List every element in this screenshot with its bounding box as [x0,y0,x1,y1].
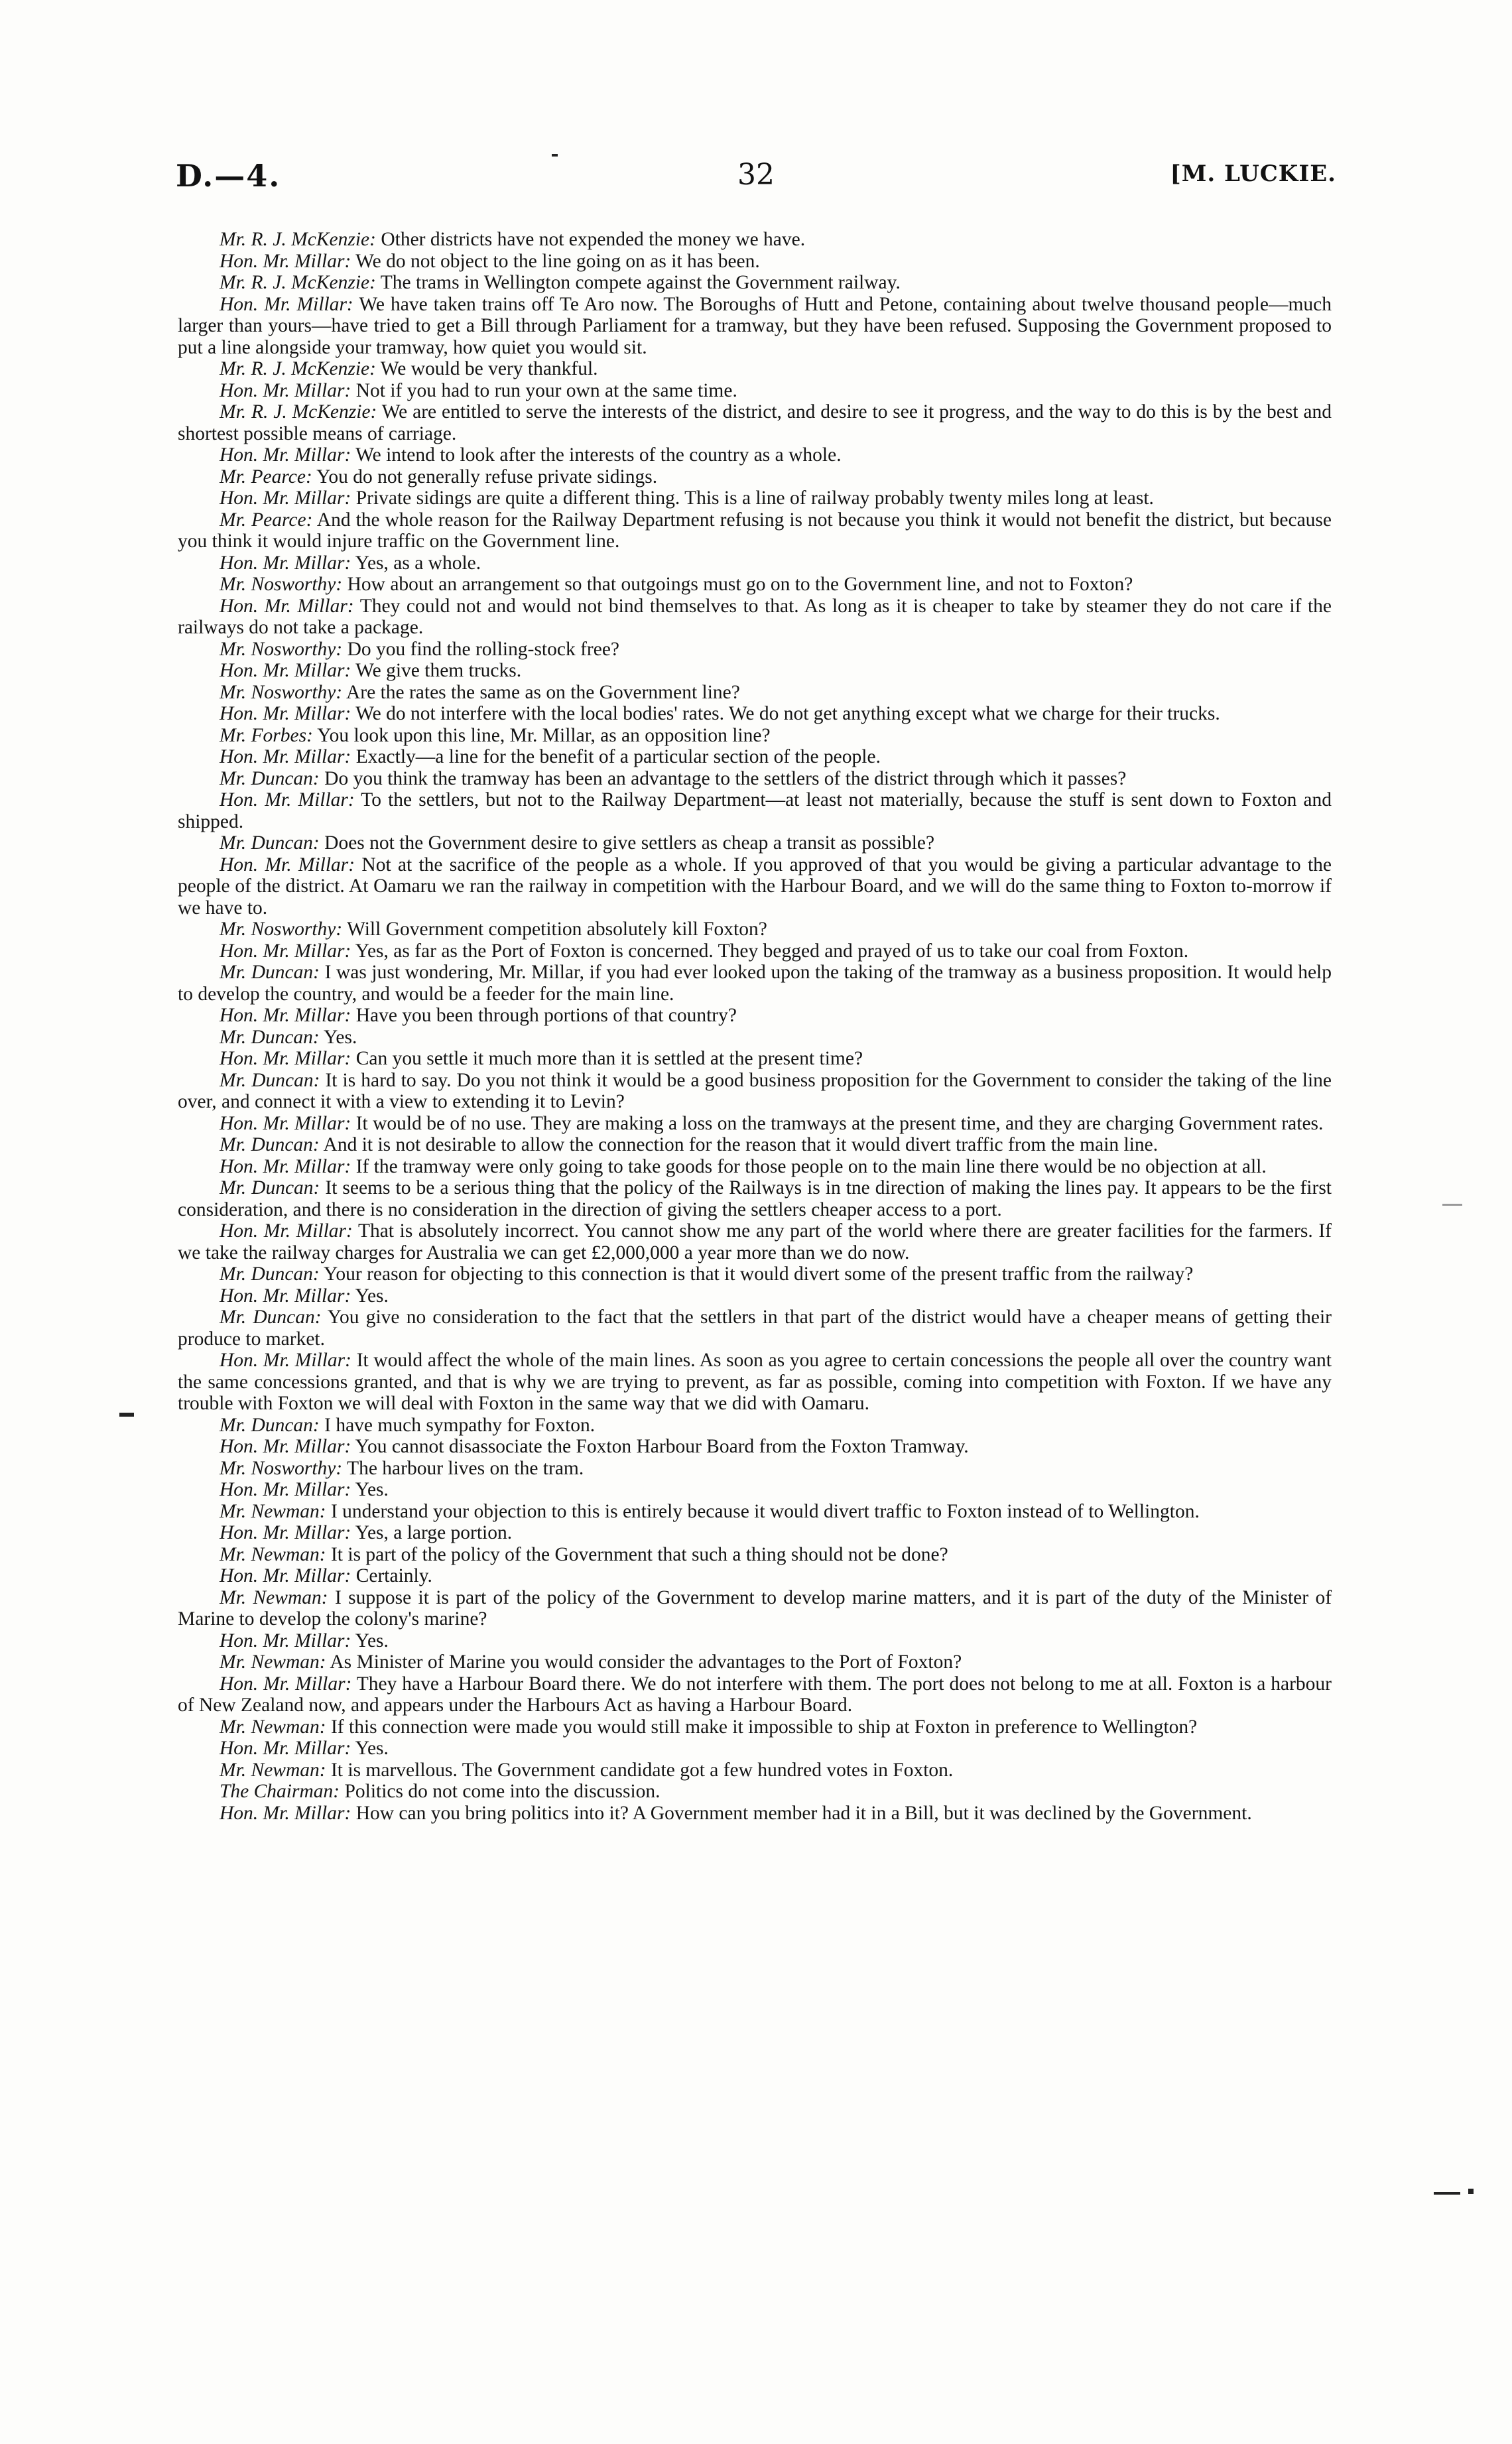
speech-text: It would be of no use. They are making a loss on the tramways at the present time, and they are charging Government rates. [355,1112,1324,1134]
transcript-paragraph [178,854,1332,919]
speech-text: The harbour lives on the tram. [347,1457,584,1479]
speaker-name: Mr. Newman: [220,1651,326,1673]
transcript-paragraph [178,294,1332,359]
speaker-name: Mr. Pearce: [220,509,313,531]
speech-text: Yes. [355,1630,389,1651]
speaker-name: Mr. Newman: [220,1586,328,1608]
transcript-paragraph [178,725,1332,747]
speaker-name: Hon. Mr. Millar: [220,789,355,810]
speaker-name: Mr. Pearce: [220,466,312,487]
speech-text: Not at the sacrifice of the people as a whole. If you approved of that you would be giving a particular advantage to the people of the district. At Oamaru we ran the railway in competition with the Harbour Board, and we will do the same thing to Foxton to-morrow if we have to. [178,854,1332,919]
transcript-paragraph [178,1156,1332,1178]
speaker-name: Hon. Mr. Millar: [220,595,354,617]
transcript-paragraph [178,962,1332,1005]
speaker-name: Hon. Mr. Millar: [220,250,351,272]
transcript-paragraph [178,1134,1332,1156]
speaker-name: Hon. Mr. Millar: [220,1350,351,1371]
speaker-name: Hon. Mr. Millar: [220,1738,351,1759]
document-reference: D.—4. [176,158,281,194]
speaker-name: Mr. Newman: [220,1759,326,1781]
transcript-paragraph [178,1479,1332,1501]
transcript-paragraph [178,639,1332,661]
transcript-paragraph [178,1630,1332,1652]
speaker-name: Mr. R. J. McKenzie: [220,272,376,293]
transcript-paragraph [178,1048,1332,1070]
speech-text: Certainly. [355,1565,432,1586]
speech-text: How about an arrangement so that outgoings must go on to the Government line, and not to Foxton? [347,574,1133,595]
speech-text: Yes. [355,1285,389,1307]
speaker-name: Hon. Mr. Millar: [220,1005,351,1026]
speech-text: They have a Harbour Board there. We do not interfere with them. The port does not belong to me at all. Foxton is a harbour of New Zealand now, and appears under the Harbours Act as having a Harbour Board. [178,1673,1332,1716]
transcript-paragraph [178,1651,1332,1673]
transcript-paragraph [178,1565,1332,1587]
transcript-paragraph [178,509,1332,552]
speaker-name: Hon. Mr. Millar: [220,379,351,401]
speaker-name: Mr. Duncan: [220,1307,322,1328]
speech-text: Politics do not come into the discussion. [344,1781,661,1802]
speech-text: I understand your objection to this is entirely because it would divert traffic to Foxton instead of to Wellington. [330,1500,1200,1522]
transcript-paragraph [178,1803,1332,1825]
speaker-name: Hon. Mr. Millar: [220,1285,351,1307]
speaker-name: Hon. Mr. Millar: [220,444,351,466]
speaker-name: Mr. Duncan: [220,1177,320,1198]
speaker-name: Hon. Mr. Millar: [220,854,355,875]
speaker-name: Hon. Mr. Millar: [220,293,353,315]
speaker-name: The Chairman: [220,1781,340,1802]
speech-text: Not if you had to run your own at the same time. [355,379,737,401]
speech-text: You cannot disassociate the Foxton Harbour Board from the Foxton Tramway. [355,1436,969,1457]
speaker-name: Hon. Mr. Millar: [220,660,351,681]
speaker-name: Hon. Mr. Millar: [220,1048,351,1069]
speaker-name: Hon. Mr. Millar: [220,1220,353,1242]
transcript-paragraph [178,1760,1332,1781]
transcript-paragraph [178,487,1332,509]
speech-text: You do not generally refuse private sidings. [316,466,658,487]
speaker-name: Mr. Newman: [220,1500,326,1522]
speech-text: We do not interfere with the local bodies' rates. We do not get anything except what we charge for their trucks. [355,703,1220,724]
speaker-name: Mr. Nosworthy: [220,1457,343,1479]
speaker-name: Mr. Duncan: [220,1414,320,1436]
transcript-paragraph [178,251,1332,273]
scan-speck [119,1413,134,1417]
speech-text: You look upon this line, Mr. Millar, as an opposition line? [317,724,771,746]
speaker-name: Mr. R. J. McKenzie: [220,229,376,250]
speech-text: It is hard to say. Do you not think it would be a good business proposition for the Government to consider the taking of the line over, and connect it with a view to extending it to Levin? [178,1069,1332,1112]
speech-text: And it is not desirable to allow the connection for the reason that it would divert traffic from the main line. [323,1134,1159,1155]
transcript-paragraph [178,1307,1332,1350]
scan-speck [1442,1204,1462,1206]
transcript-paragraph [178,940,1332,962]
transcript-paragraph [178,466,1332,488]
transcript-paragraph [178,832,1332,854]
speaker-name: Hon. Mr. Millar: [220,1522,351,1543]
witness-name: [M. LUCKIE. [1170,161,1336,187]
transcript-paragraph [178,1027,1332,1049]
speech-text: We would be very thankful. [380,358,598,379]
speaker-name: Mr. Duncan: [220,1069,320,1091]
speech-text: Yes. [355,1479,389,1500]
speaker-name: Mr. Nosworthy: [220,574,343,595]
speech-text: Yes. [355,1738,389,1759]
speech-text: Do you think the tramway has been an advantage to the settlers of the district through which it passes? [324,767,1127,789]
speaker-name: Hon. Mr. Millar: [220,746,351,767]
speaker-name: Hon. Mr. Millar: [220,940,351,962]
speaker-name: Hon. Mr. Millar: [220,1155,351,1177]
evidence-transcript [178,229,1332,1824]
speech-text: Have you been through portions of that country? [355,1005,737,1026]
speech-text: It is part of the policy of the Government that such a thing should not be done? [330,1543,948,1565]
speech-text: How can you bring politics into it? A Government member had it in a Bill, but it was declined by the Government. [355,1802,1252,1824]
speech-text: We do not object to the line going on as it has been. [355,250,760,272]
speech-text: Exactly—a line for the benefit of a particular section of the people. [355,746,881,767]
transcript-paragraph [178,1220,1332,1263]
speaker-name: Hon. Mr. Millar: [220,1630,351,1651]
speech-text: Will Government competition absolutely kill Foxton? [347,919,767,940]
transcript-paragraph [178,1587,1332,1630]
transcript-paragraph [178,1177,1332,1220]
speech-text: As Minister of Marine you would consider the advantages to the Port of Foxton? [330,1651,962,1673]
transcript-paragraph [178,358,1332,380]
speech-text: Your reason for objecting to this connection is that it would divert some of the present traffic from the railway? [324,1263,1194,1285]
transcript-paragraph [178,1673,1332,1716]
speech-text: That is absolutely incorrect. You cannot show me any part of the world where there are greater facilities for the farmers. If we take the railway charges for Australia we can get £2,000,000 a year more than we do now. [178,1220,1332,1263]
speaker-name: Hon. Mr. Millar: [220,1436,351,1457]
transcript-paragraph [178,660,1332,682]
speech-text: I suppose it is part of the policy of the Government to develop marine matters, and it is part of the duty of the Minister of Marine to develop the colony's marine? [178,1586,1332,1630]
speaker-name: Hon. Mr. Millar: [220,1479,351,1500]
speech-text: Are the rates the same as on the Government line? [346,681,740,703]
speaker-name: Hon. Mr. Millar: [220,552,351,574]
scan-speck [1468,2189,1474,2194]
speaker-name: Hon. Mr. Millar: [220,1565,351,1586]
transcript-paragraph [178,1716,1332,1738]
speech-text: We give them trucks. [355,660,522,681]
speaker-name: Mr. Duncan: [220,767,320,789]
speech-text: It is marvellous. The Government candidate got a few hundred votes in Foxton. [330,1759,954,1781]
speech-text: We have taken trains off Te Aro now. The Boroughs of Hutt and Petone, containing about twelve thousand people—much larger than yours—have tried to get a Bill through Parliament for a tramway, but they have been refused. Supposing the Government proposed to put a line alongside your tramway, how quiet you would sit. [178,293,1332,358]
speech-text: Does not the Government desire to give settlers as cheap a transit as possible? [324,832,935,854]
scan-speck [552,154,558,157]
transcript-paragraph [178,919,1332,940]
speaker-name: Mr. Duncan: [220,1026,320,1048]
speaker-name: Hon. Mr. Millar: [220,703,351,724]
transcript-paragraph [178,703,1332,725]
speech-text: To the settlers, but not to the Railway Department—at least not materially, because the stuff is sent down to Foxton and shipped. [178,789,1332,832]
transcript-paragraph [178,1522,1332,1544]
speech-text: The trams in Wellington compete against the Government railway. [380,272,901,293]
transcript-paragraph [178,1113,1332,1135]
speaker-name: Mr. Duncan: [220,962,320,983]
transcript-paragraph [178,1458,1332,1480]
transcript-paragraph [178,1544,1332,1566]
transcript-paragraph [178,1263,1332,1285]
speech-text: If the tramway were only going to take goods for those people on to the main line there would be no objection at all. [355,1155,1267,1177]
speech-text: Yes, a large portion. [355,1522,513,1543]
speaker-name: Mr. Nosworthy: [220,919,343,940]
speech-text: I have much sympathy for Foxton. [324,1414,596,1436]
speech-text: Yes, as far as the Port of Foxton is concerned. They begged and prayed of us to take our coal from Foxton. [355,940,1189,962]
transcript-paragraph [178,1350,1332,1415]
transcript-paragraph [178,1005,1332,1027]
speech-text: We intend to look after the interests of the country as a whole. [355,444,842,466]
speech-text: It seems to be a serious thing that the policy of the Railways is in tne direction of making the lines pay. It appears to be the first consideration, and there is no consideration in the direction of giving the settlers cheaper access to a port. [178,1177,1332,1220]
transcript-paragraph [178,746,1332,768]
speaker-name: Hon. Mr. Millar: [220,1673,352,1695]
speech-text: I was just wondering, Mr. Millar, if you had ever looked upon the taking of the tramway as a business proposition. It would help to develop the country, and would be a feeder for the main line. [178,962,1332,1005]
speaker-name: Mr. Nosworthy: [220,681,343,703]
transcript-paragraph [178,229,1332,251]
speech-text: Yes. [324,1026,357,1048]
page-header [176,158,1336,198]
transcript-paragraph [178,574,1332,596]
transcript-paragraph [178,1070,1332,1113]
speaker-name: Hon. Mr. Millar: [220,1112,351,1134]
speech-text: They could not and would not bind themselves to that. As long as it is cheaper to take by steamer they do not care if the railways do not take a package. [178,595,1332,638]
speaker-name: Mr. R. J. McKenzie: [220,358,376,379]
speech-text: Yes, as a whole. [355,552,481,574]
scan-speck [1434,2192,1460,2195]
speaker-name: Hon. Mr. Millar: [220,487,351,509]
transcript-paragraph [178,1781,1332,1803]
page-number: 32 [737,158,775,192]
transcript-paragraph [178,1501,1332,1523]
speaker-name: Mr. Nosworthy: [220,638,343,660]
speech-text: We are entitled to serve the interests of the district, and desire to see it progress, and the way to do this is by the best and shortest possible means of carriage. [178,401,1332,444]
transcript-paragraph [178,272,1332,294]
speaker-name: Mr. Duncan: [220,1263,320,1285]
transcript-paragraph [178,596,1332,639]
transcript-paragraph [178,1415,1332,1437]
speech-text: It would affect the whole of the main lines. As soon as you agree to certain concessions the people all over the country want the same concessions granted, and that is why we are trying to prevent, as far as possible, coming into competition with Foxton. If we have any trouble with Foxton we will deal with Foxton in the same way that we did with Oamaru. [178,1350,1332,1414]
transcript-paragraph [178,380,1332,402]
transcript-paragraph [178,552,1332,574]
transcript-paragraph [178,1285,1332,1307]
speech-text: You give no consideration to the fact that the settlers in that part of the district would have a cheaper means of getting their produce to market. [178,1307,1332,1350]
speaker-name: Mr. Newman: [220,1543,326,1565]
speech-text: If this connection were made you would still make it impossible to ship at Foxton in preference to Wellington? [330,1716,1198,1738]
speech-text: Do you find the rolling-stock free? [347,638,620,660]
speech-text: Can you settle it much more than it is settled at the present time? [355,1048,863,1069]
transcript-paragraph [178,682,1332,704]
speaker-name: Mr. R. J. McKenzie: [220,401,377,422]
transcript-paragraph [178,789,1332,832]
speaker-name: Mr. Newman: [220,1716,326,1738]
speech-text: And the whole reason for the Railway Department refusing is not because you think it would not benefit the district, but because you think it would injure traffic on the Government line. [178,509,1332,552]
speaker-name: Hon. Mr. Millar: [220,1802,351,1824]
transcript-paragraph [178,768,1332,790]
speaker-name: Mr. Forbes: [220,724,313,746]
transcript-paragraph [178,1738,1332,1760]
speaker-name: Mr. Duncan: [220,1134,320,1155]
transcript-paragraph [178,401,1332,444]
transcript-paragraph [178,444,1332,466]
speech-text: Other districts have not expended the money we have. [381,229,806,250]
speaker-name: Mr. Duncan: [220,832,320,854]
speech-text: Private sidings are quite a different thing. This is a line of railway probably twenty miles long at least. [355,487,1154,509]
transcript-paragraph [178,1436,1332,1458]
